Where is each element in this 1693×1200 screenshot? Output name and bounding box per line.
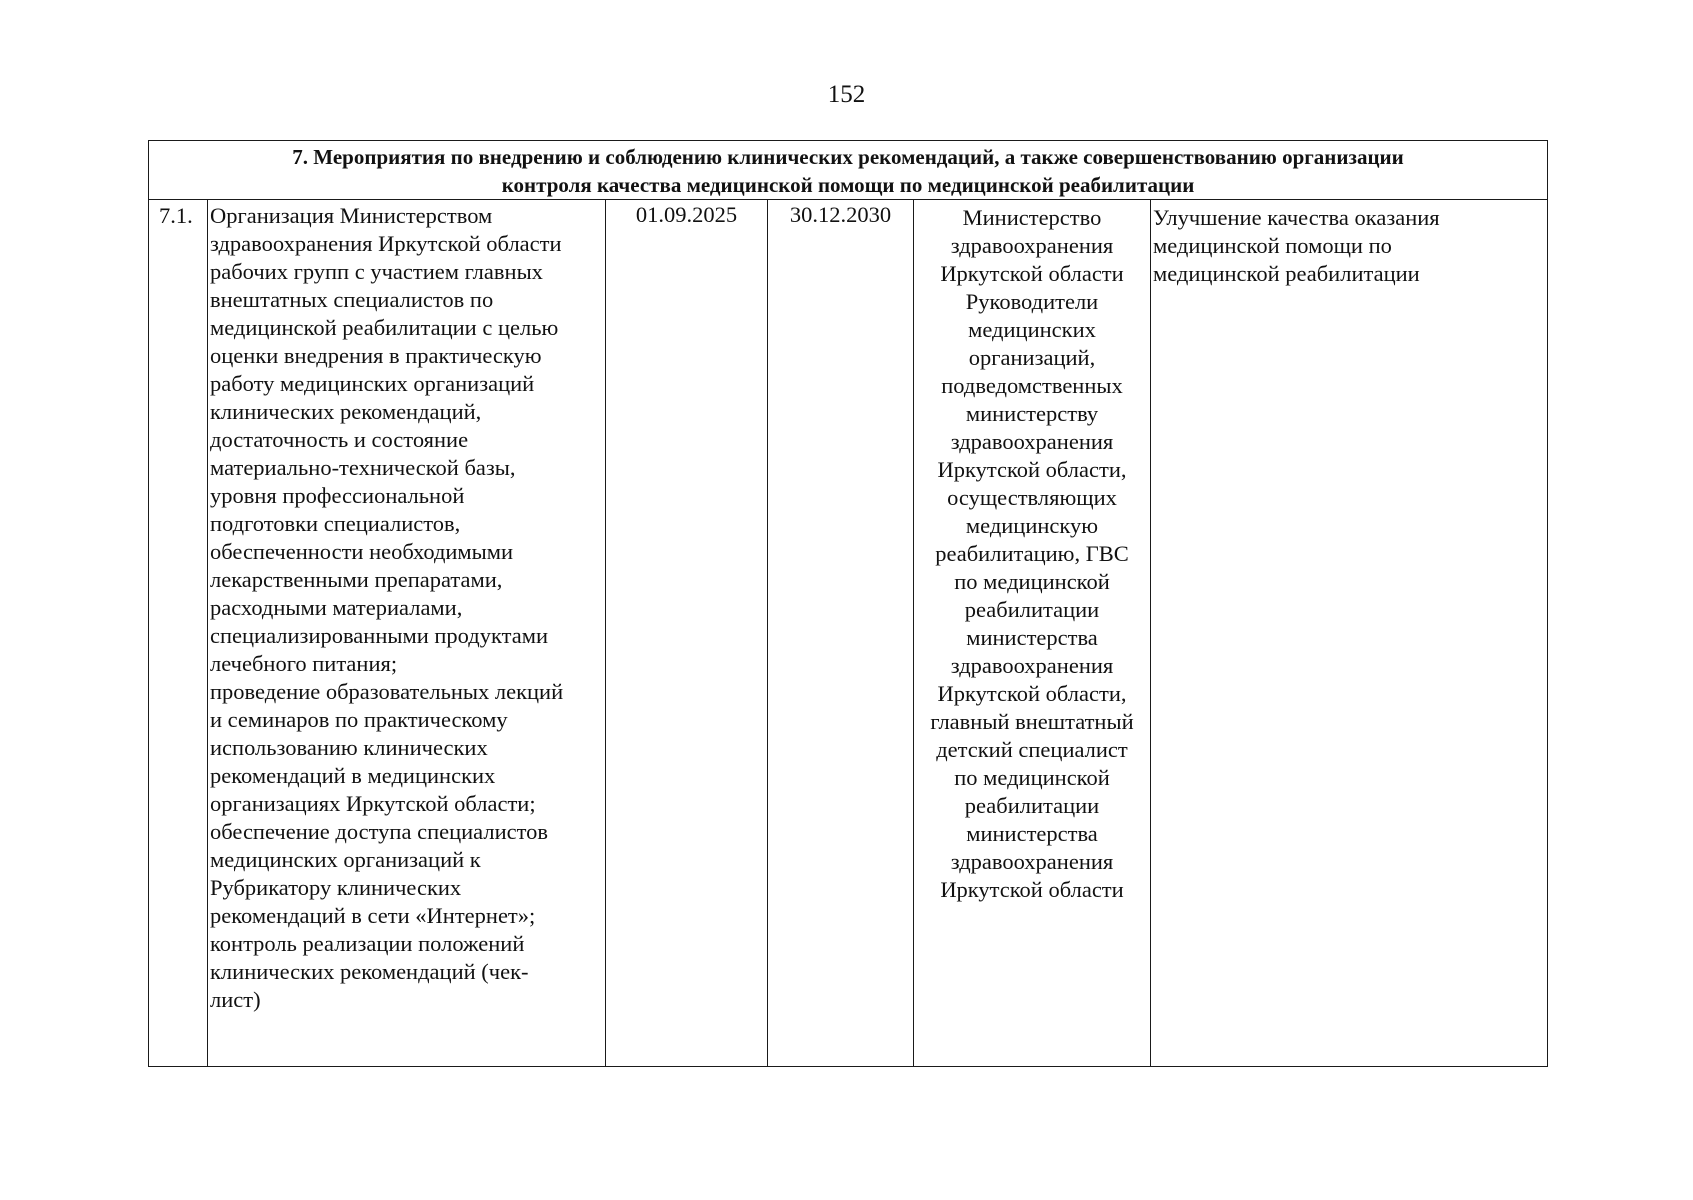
responsible-line: министерства xyxy=(966,625,1098,650)
section-title-line: 7. Мероприятия по внедрению и соблюдению клинических рекомендаций, а также совершенствованию организации xyxy=(292,145,1404,169)
end-date: 30.12.2030 xyxy=(768,200,914,1067)
description-line: и семинаров по практическому xyxy=(210,707,508,732)
result-line: медицинской реабилитации xyxy=(1153,261,1420,286)
page-number: 152 xyxy=(827,81,866,108)
responsible-line: Иркутской области, xyxy=(937,681,1127,706)
responsible-executors xyxy=(914,200,1151,1067)
responsible-line: Иркутской области xyxy=(940,261,1124,286)
table-row xyxy=(149,200,1548,1067)
responsible-line: реабилитации xyxy=(964,793,1100,818)
responsible-line: здравоохранения xyxy=(950,233,1114,258)
description-line: Рубрикатору клинических xyxy=(210,875,462,900)
measure-description xyxy=(208,200,606,1067)
description-line: расходными материалами, xyxy=(210,595,463,620)
responsible-line: медицинских xyxy=(968,317,1096,342)
description-line: уровня профессиональной xyxy=(210,483,465,508)
responsible-line: организаций, xyxy=(968,345,1096,370)
responsible-line: подведомственных xyxy=(941,373,1123,398)
start-date: 01.09.2025 xyxy=(606,200,768,1067)
section-title xyxy=(149,141,1548,200)
responsible-line: министерства xyxy=(966,821,1098,846)
description-line: рекомендаций в медицинских xyxy=(210,763,496,788)
description-line: медицинской реабилитации с целью xyxy=(210,315,559,340)
description-line: специализированными продуктами xyxy=(210,623,548,648)
responsible-line: по медицинской xyxy=(954,569,1110,594)
responsible-line: Иркутской области, xyxy=(937,457,1127,482)
description-line: использованию клинических xyxy=(210,735,488,760)
responsible-line: министерству xyxy=(965,401,1099,426)
description-line: лекарственными препаратами, xyxy=(210,567,503,592)
responsible-line: Министерство xyxy=(962,205,1102,230)
description-line: лечебного питания; xyxy=(210,651,398,676)
result-line: Улучшение качества оказания xyxy=(1153,205,1440,230)
row-number: 7.1. xyxy=(149,200,208,1067)
responsible-line: здравоохранения xyxy=(950,653,1114,678)
description-line: обеспечение доступа специалистов xyxy=(210,819,549,844)
description-line: лист) xyxy=(210,987,261,1012)
description-line: проведение образовательных лекций xyxy=(210,679,564,704)
responsible-line: детский специалист xyxy=(936,737,1128,762)
description-line: клинических рекомендаций, xyxy=(210,399,482,424)
description-line: внештатных специалистов по xyxy=(210,287,494,312)
section-title-line: контроля качества медицинской помощи по медицинской реабилитации xyxy=(501,173,1195,197)
result-line: медицинской помощи по xyxy=(1153,233,1392,258)
responsible-line: медицинскую xyxy=(965,513,1099,538)
description-line: клинических рекомендаций (чек- xyxy=(210,959,529,984)
responsible-line: Руководители xyxy=(965,289,1099,314)
section-header-row xyxy=(149,141,1548,200)
description-line: работу медицинских организаций xyxy=(210,371,535,396)
description-line: обеспеченности необходимыми xyxy=(210,539,514,564)
responsible-line: осуществляющих xyxy=(947,485,1117,510)
description-line: контроль реализации положений xyxy=(210,931,525,956)
responsible-line: главный внештатный xyxy=(930,709,1134,734)
responsible-line: реабилитации xyxy=(964,597,1100,622)
responsible-line: реабилитацию, ГВС xyxy=(935,541,1129,566)
measures-table xyxy=(148,140,1548,1067)
description-line: здравоохранения Иркутской области xyxy=(210,231,562,256)
description-line: подготовки специалистов, xyxy=(210,511,461,536)
expected-result xyxy=(1151,200,1548,1067)
description-line: рекомендаций в сети «Интернет»; xyxy=(210,903,536,928)
responsible-line: здравоохранения xyxy=(950,849,1114,874)
responsible-line: здравоохранения xyxy=(950,429,1114,454)
description-line: достаточность и состояние xyxy=(210,427,469,452)
description-line: рабочих групп с участием главных xyxy=(210,259,543,284)
description-line: оценки внедрения в практическую xyxy=(210,343,542,368)
description-line: материально-технической базы, xyxy=(210,455,516,480)
responsible-line: по медицинской xyxy=(954,765,1110,790)
description-line: медицинских организаций к xyxy=(210,847,481,872)
description-line: организациях Иркутской области; xyxy=(210,791,536,816)
responsible-line: Иркутской области xyxy=(940,877,1124,902)
description-line: Организация Министерством xyxy=(210,203,493,228)
